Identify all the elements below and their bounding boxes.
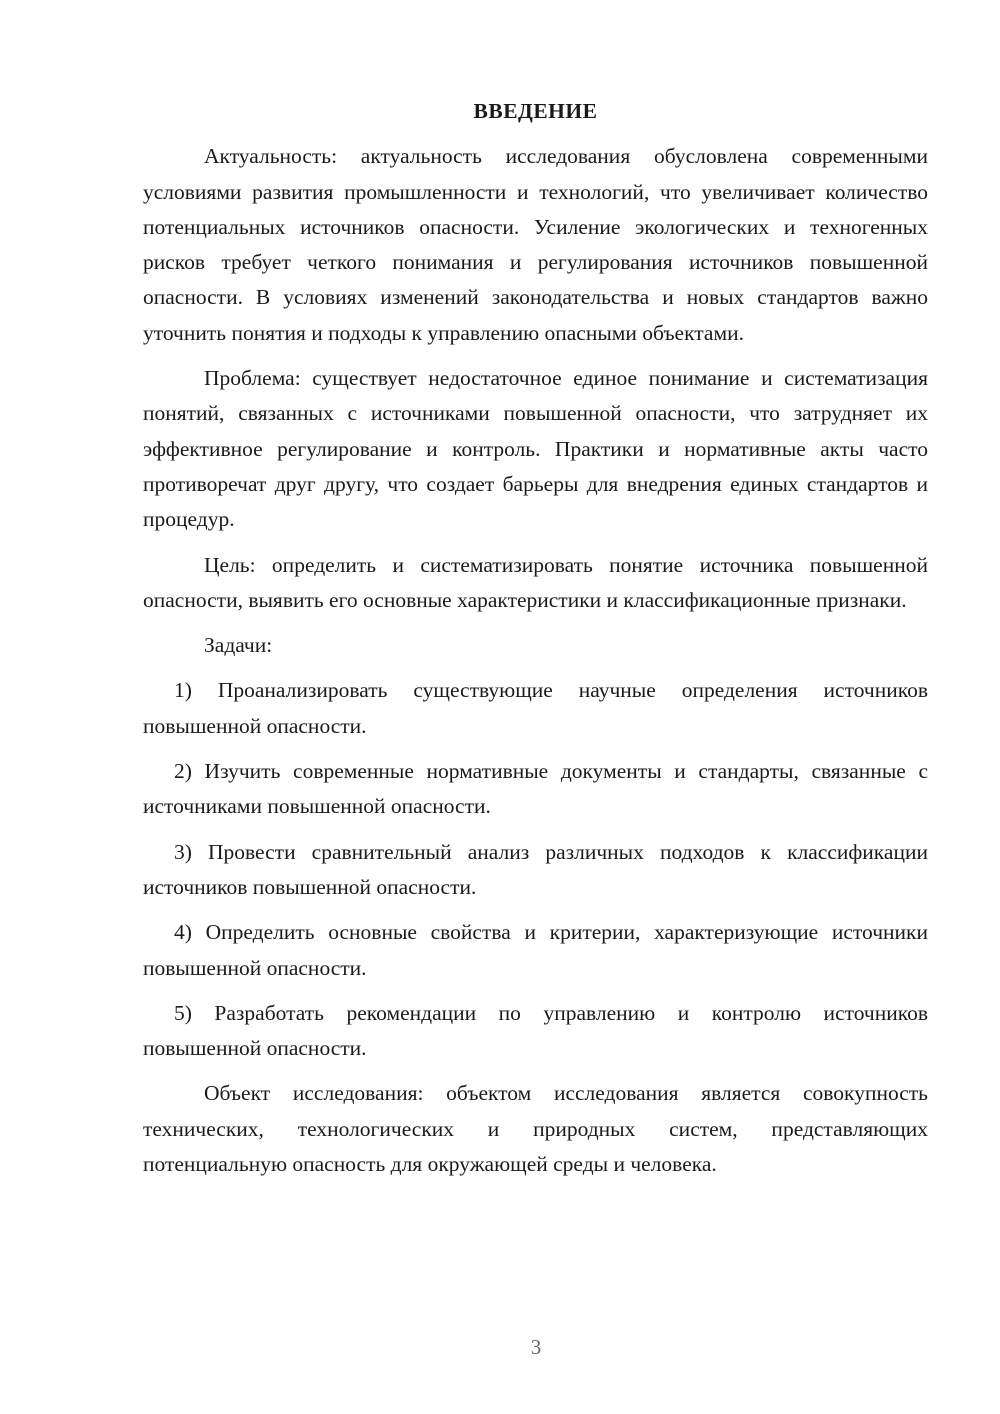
object-paragraph: Объект исследования: объектом исследования является совокупность технических, технологических и природных систем, представляющих потенциальную опасность для окружающей среды и человека. xyxy=(143,1081,928,1177)
task-item: 5) Разработать рекомендации по управлению и контролю источников повышенной опасности. xyxy=(143,1000,928,1061)
problem-paragraph: Проблема: существует недостаточное единое понимание и систематизация понятий, связанных с источниками повышенной опасности, что затрудняет их эффективное регулирование и контроль. Практики и нормативные акты часто противоречат друг другу, что создает барьеры для внедрения единых стандартов и процедур. xyxy=(143,366,928,532)
page-content xyxy=(143,94,928,1192)
task-item: 4) Определить основные свойства и критерии, характеризующие источники повышенной опасности. xyxy=(143,920,928,980)
page-number: 3 xyxy=(530,1335,542,1359)
task-item: 2) Изучить современные нормативные документы и стандарты, связанные с источниками повышенной опасности. xyxy=(143,759,928,819)
relevance-paragraph: Актуальность: актуальность исследования обусловлена современными условиями развития промышленности и технологий, что увеличивает количество потенциальных источников опасности. Усиление экологических и техногенных рисков требует четкого понимания и регулирования источников повышенной опасности. В условиях изменений законодательства и новых стандартов важно уточнить понятия и подходы к управлению опасными объектами. xyxy=(143,144,928,345)
tasks-label: Задачи: xyxy=(204,633,273,658)
task-item: 1) Проанализировать существующие научные определения источников повышенной опасности. xyxy=(143,678,928,738)
task-item: 3) Провести сравнительный анализ различных подходов к классификации источников повышенной опасности. xyxy=(143,839,928,899)
section-heading: ВВЕДЕНИЕ xyxy=(473,99,598,123)
goal-paragraph: Цель: определить и систематизировать понятие источника повышенной опасности, выявить его основные характеристики и классификационные признаки. xyxy=(143,552,928,612)
tasks-list xyxy=(143,673,928,1066)
